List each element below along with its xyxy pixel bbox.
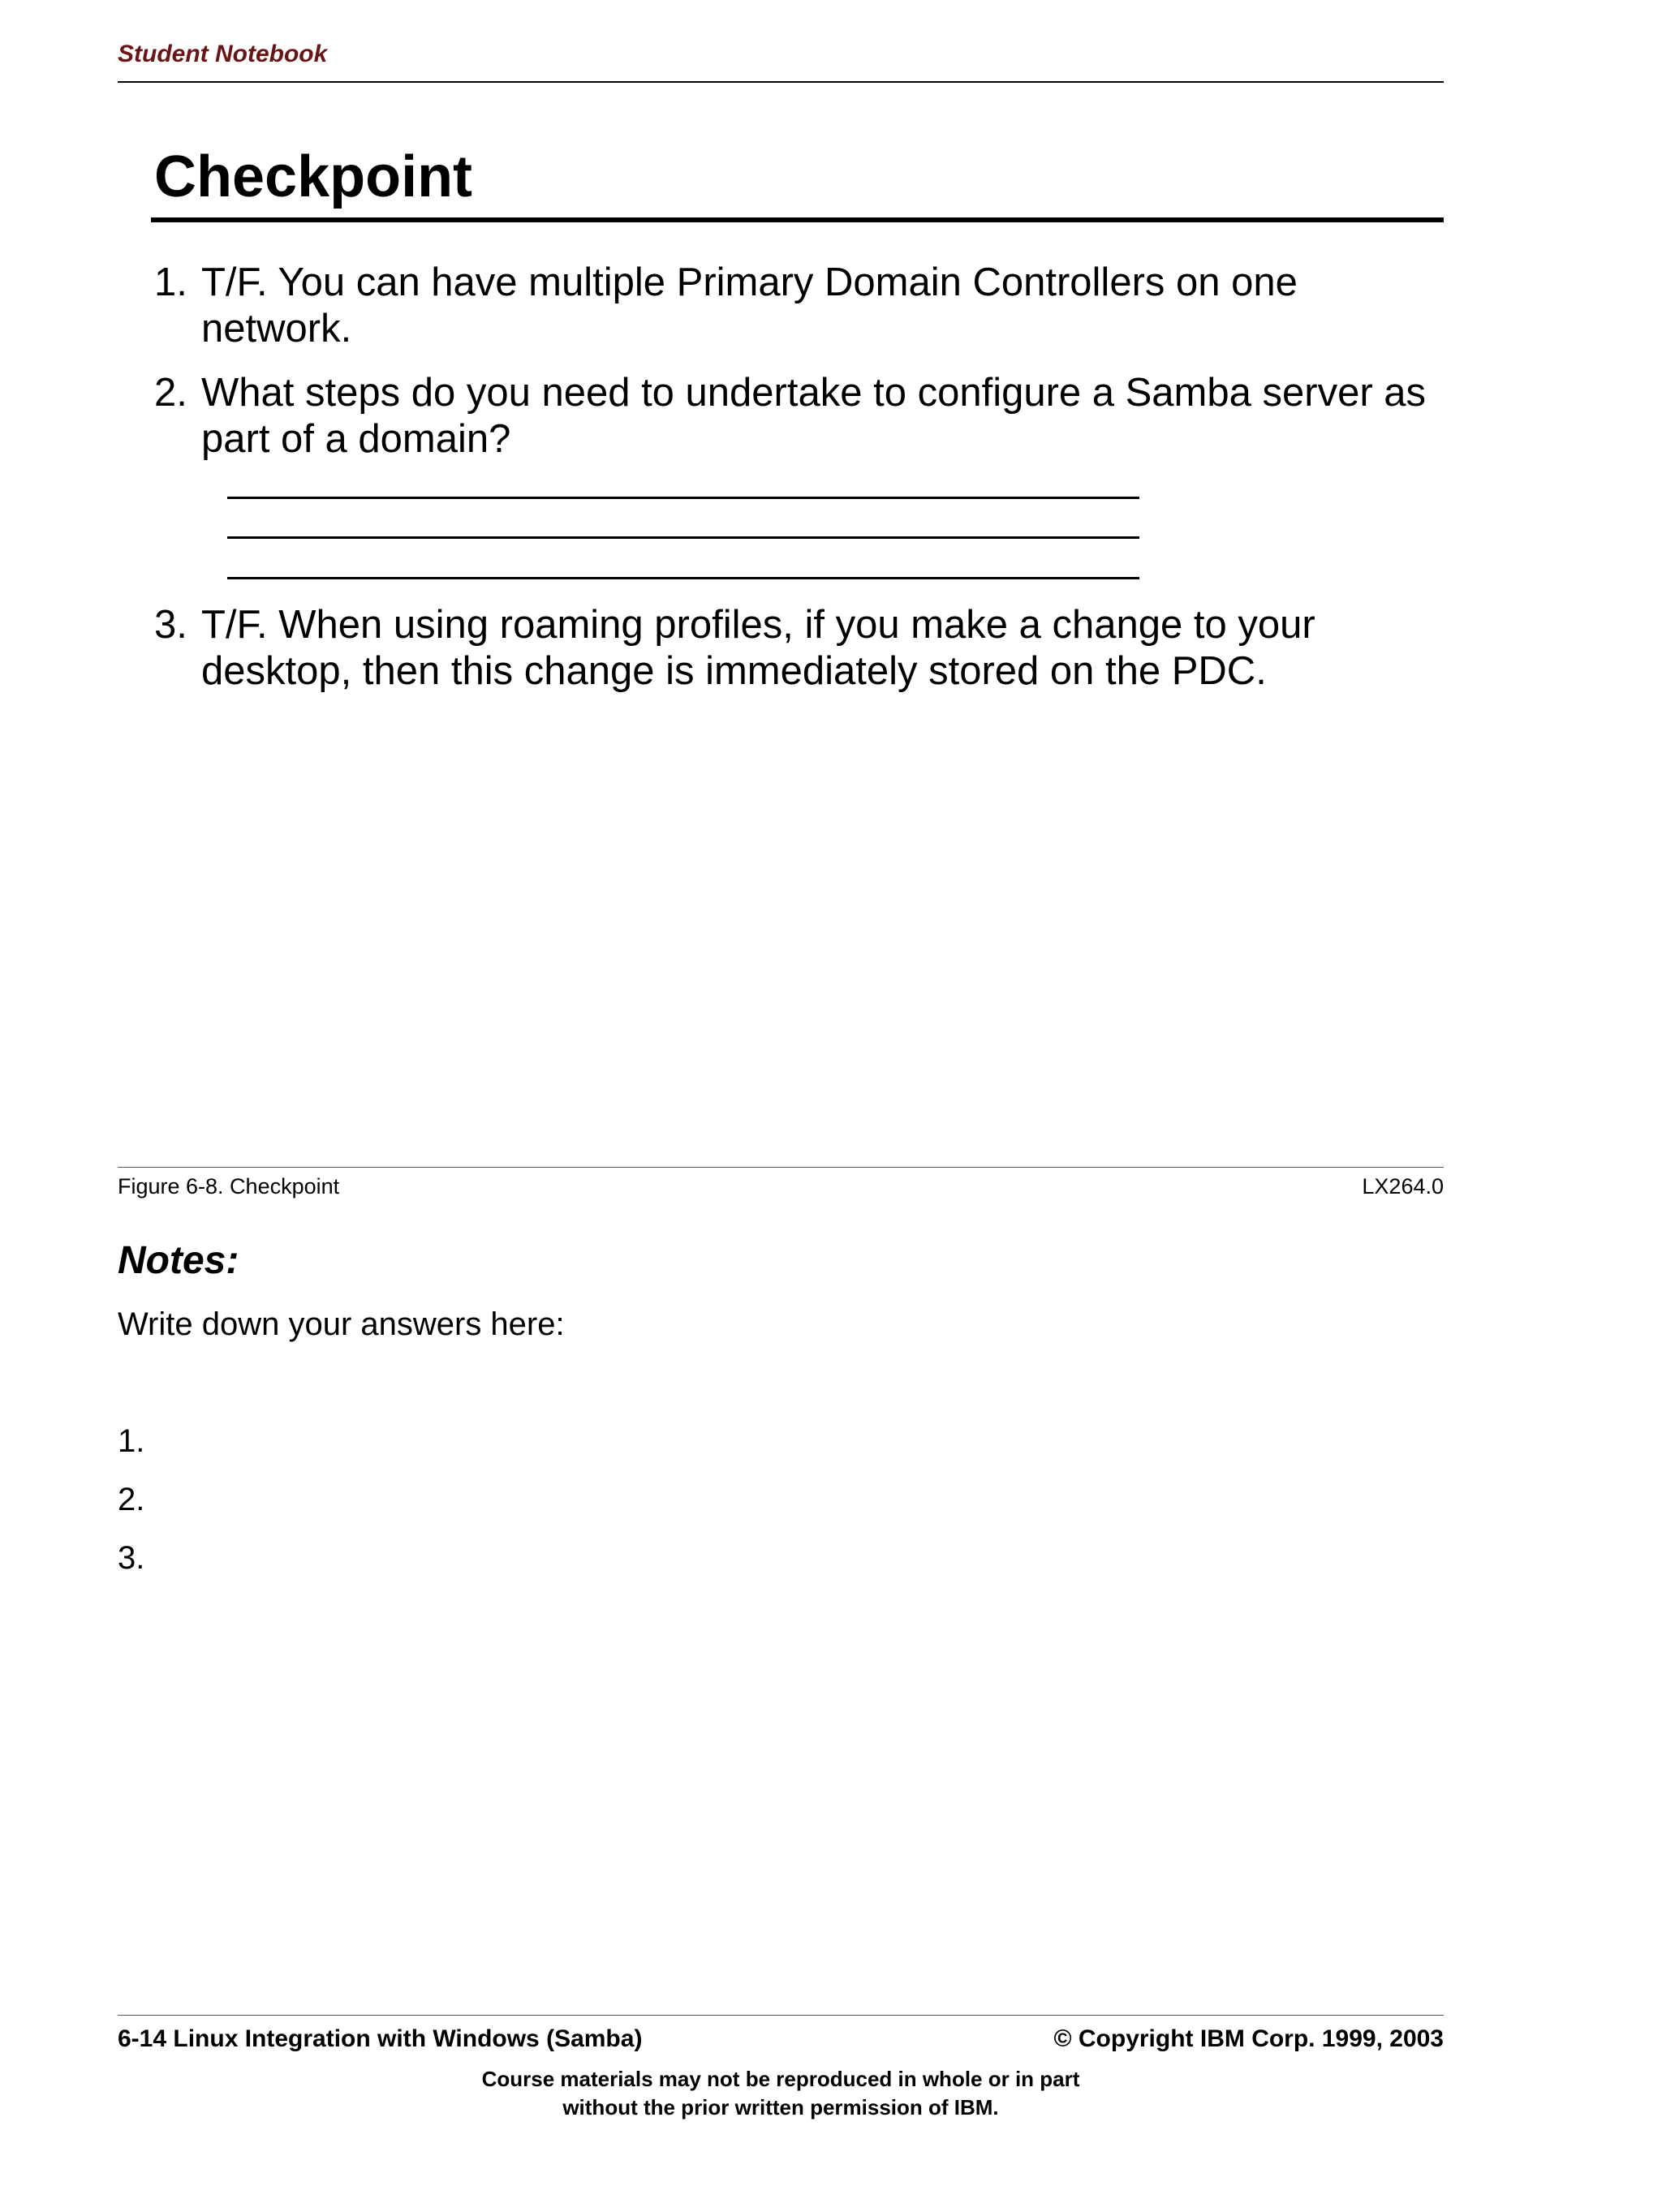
question-2 (154, 370, 1445, 463)
answer-line (227, 577, 1139, 579)
question-1 (154, 260, 1445, 352)
header-rule (118, 81, 1444, 83)
footer-copyright: © Copyright IBM Corp. 1999, 2003 (1053, 2025, 1444, 2052)
figure-id: LX264.0 (1362, 1174, 1444, 1199)
notes-item: 2. (118, 1482, 145, 1517)
footer-notice-line-2: without the prior written permission of IBM. (562, 2095, 999, 2119)
footer-notice-line-1: Course materials may not be reproduced in whole or in part (481, 2067, 1080, 2091)
footer-rule (118, 2015, 1444, 2016)
question-3 (154, 602, 1445, 695)
question-3-text: T/F. When using roaming profiles, if you make a change to your desktop, then this change is immediately stored on the PDC. (201, 603, 1315, 693)
question-2-text: What steps do you need to undertake to configure a Samba server as part of a domain? (201, 371, 1426, 461)
notes-item: 3. (118, 1540, 145, 1576)
checkpoint-title-rule (151, 217, 1444, 222)
notes-intro: Write down your answers here: (118, 1306, 565, 1342)
checkpoint-title: Checkpoint (154, 144, 473, 209)
question-1-text: T/F. You can have multiple Primary Domain Controllers on one network. (201, 260, 1298, 351)
question-2-number: 2. (154, 371, 187, 415)
question-3-number: 3. (154, 603, 187, 647)
figure-caption: Figure 6-8. Checkpoint (118, 1174, 340, 1199)
answer-line (227, 536, 1139, 539)
figure-rule (118, 1167, 1444, 1168)
footer-notice (0, 2065, 1561, 2122)
notes-heading: Notes: (118, 1239, 239, 1282)
question-1-number: 1. (154, 260, 187, 304)
answer-line (227, 497, 1139, 499)
notes-item: 1. (118, 1423, 145, 1459)
header-label: Student Notebook (118, 41, 328, 67)
footer-page-title: 6-14 Linux Integration with Windows (Samba) (118, 2025, 643, 2052)
